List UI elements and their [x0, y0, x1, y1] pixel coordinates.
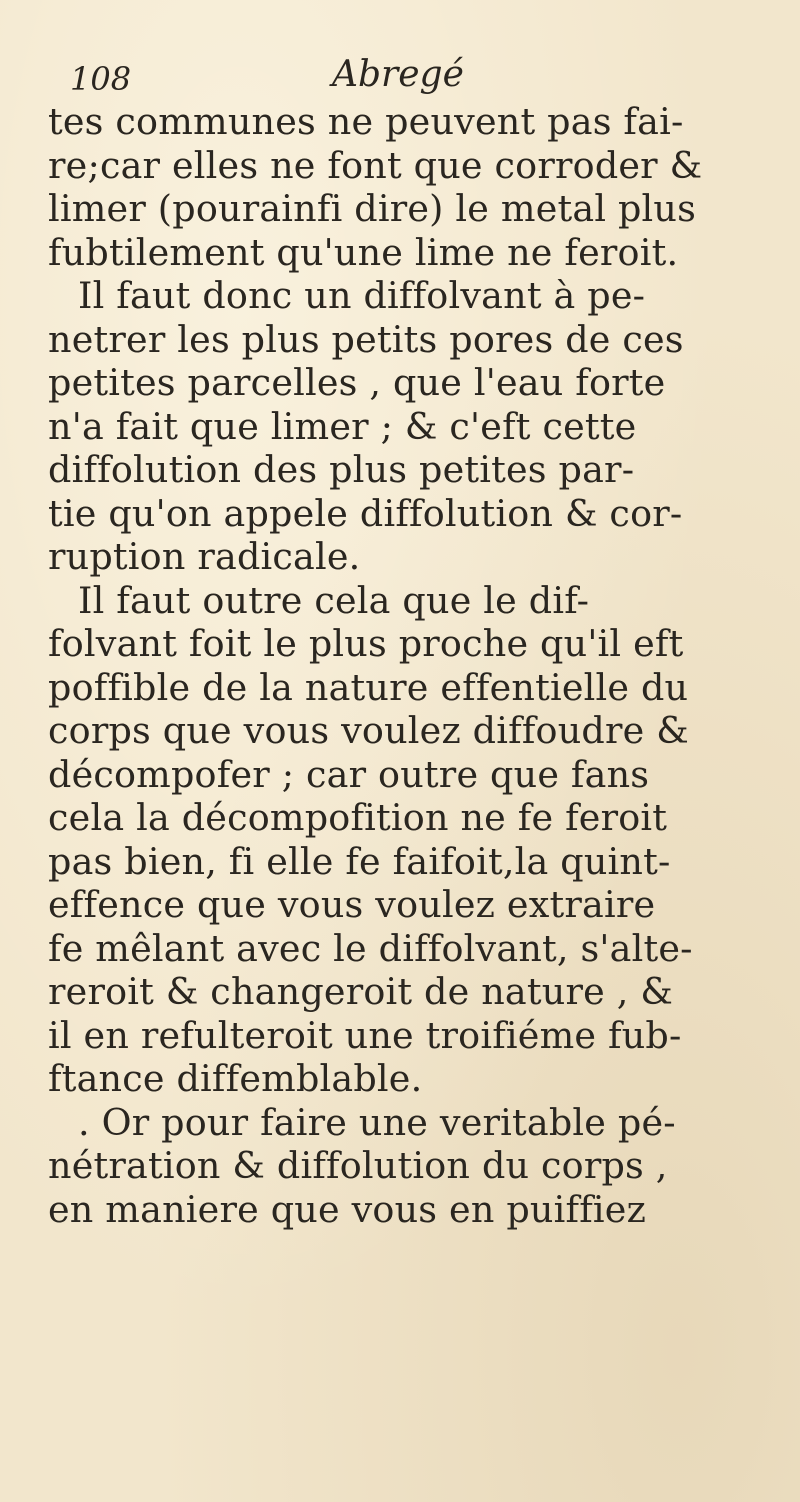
text-line: décompofer ; car outre que fans — [48, 752, 650, 796]
paragraph-start-line: Il faut donc un diffolvant à pe- — [78, 274, 646, 317]
text-line: corps que vous voulez diffoudre & — [48, 709, 689, 752]
text-line: n'a fait que limer ; & c'eft cette — [48, 404, 637, 448]
text-line: folvant foit le plus proche qu'il eft — [48, 622, 684, 665]
text-line: en maniere que vous en puiffiez — [48, 1187, 647, 1231]
text-line: nétration & diffolution du corps , — [48, 1144, 668, 1187]
running-title: Abregé — [332, 54, 464, 95]
page-number: 108 — [70, 60, 132, 98]
text-line: cela la décompofition ne fe feroit — [48, 796, 668, 839]
paragraph-start-line: Il faut outre cela que le dif- — [78, 578, 590, 622]
text-line: ftance diffemblable. — [48, 1057, 423, 1100]
text-line: netrer les plus petits pores de ces — [48, 317, 684, 361]
text-line: re;car elles ne font que corroder & — [48, 143, 703, 187]
paragraph-start-line: . Or pour faire une veritable pé- — [78, 1100, 676, 1144]
text-line: tie qu'on appele diffolution & cor- — [48, 491, 683, 535]
text-line: pas bien, fi elle fe faifoit,la quint- — [48, 839, 671, 883]
text-line: ruption radicale. — [48, 535, 361, 578]
text-line: fe mêlant avec le diffolvant, s'alte- — [48, 926, 693, 970]
text-line: fubtilement qu'une lime ne feroit. — [48, 230, 679, 274]
text-line: poffible de la nature effentielle du — [48, 665, 689, 709]
text-line: il en refulteroit une troifiéme fub- — [48, 1013, 682, 1057]
text-body — [48, 100, 776, 1231]
page-header — [70, 52, 760, 102]
text-line: tes communes ne peuvent pas fai- — [48, 100, 684, 143]
text-line: limer (pourainfi dire) le metal plus — [48, 187, 697, 230]
text-line: diffolution des plus petites par- — [48, 448, 635, 491]
text-line: petites parcelles , que l'eau forte — [48, 361, 666, 404]
text-line: effence que vous voulez extraire — [48, 883, 656, 926]
text-line: reroit & changeroit de nature , & — [48, 970, 674, 1013]
